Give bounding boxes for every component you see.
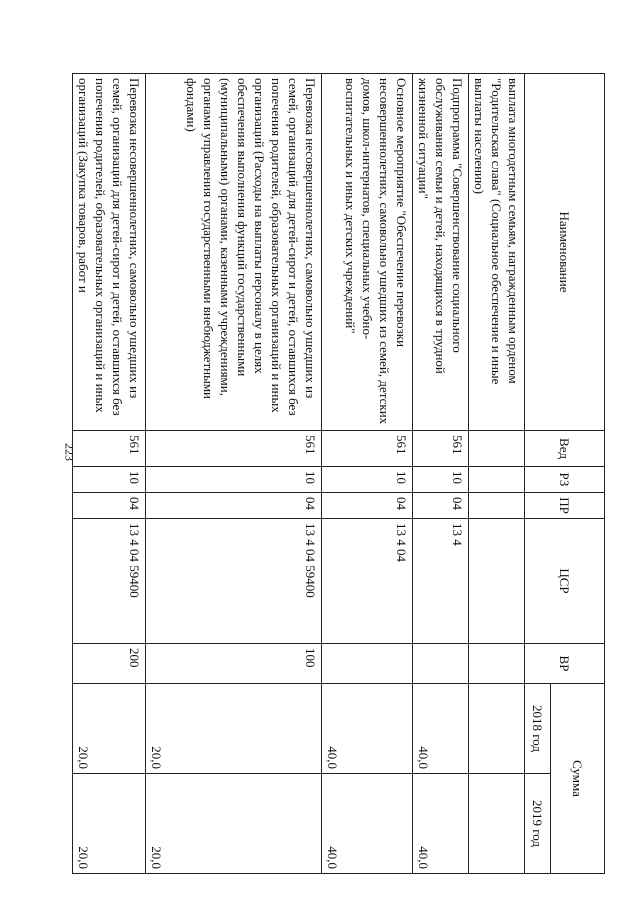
cell-name: выплата многодетным семьям, награжденным орденом "Родительская слава" (Социальное обеспечение и иные выплаты населению) — [469, 74, 525, 431]
cell-name: Перевозка несовершеннолетних, самовольно ушедших из семей, организаций для детей-сирот и детей, оставшихся без попечения родителей, образовательных организаций и иных организаций (Закупка товаров, работ и — [73, 74, 146, 431]
cell-rz: 10 — [73, 467, 146, 493]
cell-2019: 20,0 — [146, 774, 322, 874]
cell-vr — [322, 644, 413, 684]
cell-2018: 40,0 — [413, 684, 469, 774]
header-csr: ЦСР — [525, 519, 605, 644]
cell-name: Основное мероприятие "Обеспечение перевозки несовершеннолетних, самовольно ушедших из семей, детских домов, школ-интернатов, специальных учебно-воспитательных и иных детских учреждений" — [322, 74, 413, 431]
cell-pr — [469, 493, 525, 519]
header-ved: Вед — [525, 431, 605, 467]
cell-ved: 561 — [146, 431, 322, 467]
cell-pr: 04 — [73, 493, 146, 519]
cell-name: Перевозка несовершеннолетних, самовольно ушедших из семей, организаций для детей-сирот и детей, оставшихся без попечения родителей, образовательных организаций и иных организаций (Расходы на выплаты персоналу в целях обеспечения выполнения функций государственными (муниципальными) органами, казенными учреждениями, органами управления государственными внебюджетными фондами) — [146, 74, 322, 431]
cell-rz: 10 — [322, 467, 413, 493]
cell-pr: 04 — [322, 493, 413, 519]
cell-2018 — [469, 684, 525, 774]
cell-2018: 20,0 — [146, 684, 322, 774]
cell-2018: 40,0 — [322, 684, 413, 774]
budget-table-container — [76, 73, 605, 873]
cell-ved — [469, 431, 525, 467]
cell-rz: 10 — [146, 467, 322, 493]
cell-2019 — [469, 774, 525, 874]
header-row — [551, 74, 605, 874]
table-row — [469, 74, 525, 874]
header-vr: ВР — [525, 644, 605, 684]
cell-rz — [469, 467, 525, 493]
cell-csr: 13 4 04 59400 — [73, 519, 146, 644]
cell-pr: 04 — [146, 493, 322, 519]
cell-csr: 13 4 04 — [322, 519, 413, 644]
cell-pr: 04 — [413, 493, 469, 519]
table-row — [413, 74, 469, 874]
cell-rz: 10 — [413, 467, 469, 493]
cell-ved: 561 — [322, 431, 413, 467]
cell-vr — [413, 644, 469, 684]
table-row — [322, 74, 413, 874]
header-2018: 2018 год — [525, 684, 551, 774]
header-pr: ПР — [525, 493, 605, 519]
cell-2018: 20,0 — [73, 684, 146, 774]
header-name: Наименование — [525, 74, 605, 431]
cell-vr — [469, 644, 525, 684]
cell-2019: 40,0 — [413, 774, 469, 874]
table-row — [146, 74, 322, 874]
header-sum: Сумма — [551, 684, 605, 874]
cell-name: Подпрограмма "Совершенствование социального обслуживания семьи и детей, находящихся в трудной жизненной ситуации" — [413, 74, 469, 431]
cell-2019: 20,0 — [73, 774, 146, 874]
cell-2019: 40,0 — [322, 774, 413, 874]
header-2019: 2019 год — [525, 774, 551, 874]
cell-ved: 561 — [413, 431, 469, 467]
table-row — [73, 74, 146, 874]
page-number: 223 — [62, 443, 77, 461]
cell-csr: 13 4 — [413, 519, 469, 644]
cell-ved: 561 — [73, 431, 146, 467]
budget-table — [72, 73, 605, 874]
cell-csr — [469, 519, 525, 644]
cell-csr: 13 4 04 59400 — [146, 519, 322, 644]
header-rz: РЗ — [525, 467, 605, 493]
cell-vr: 100 — [146, 644, 322, 684]
cell-vr: 200 — [73, 644, 146, 684]
